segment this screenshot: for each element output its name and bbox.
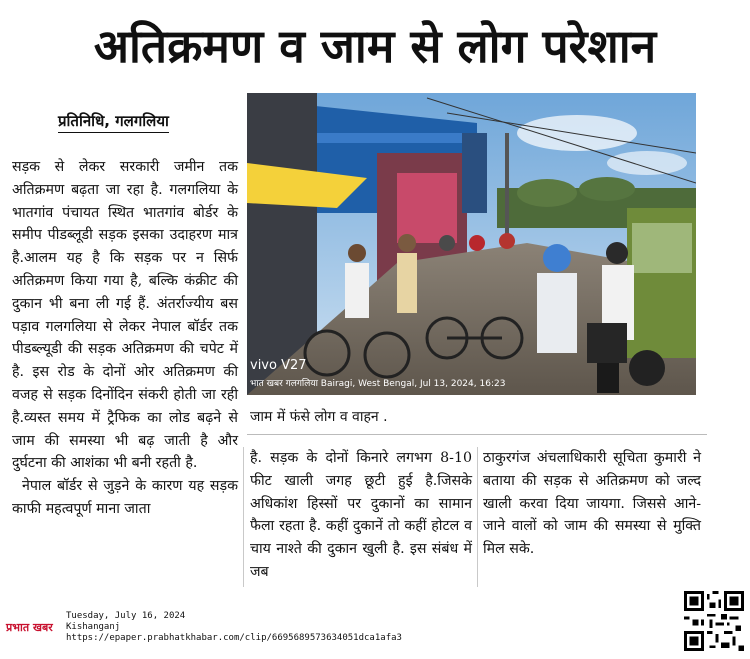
qr-code-icon[interactable] [684, 591, 744, 651]
photo-caption: जाम में फंसे लोग व वाहन . [250, 409, 388, 425]
footer-date: Tuesday, July 16, 2024 [66, 611, 186, 621]
column2-text: है. सड़क के दोनों किनारे लगभग 8-10 फीट खाली जगह छूटी हुई है.जिसके अधिकांश हिस्सों पर दुकानों का सामान फैला रहता है. कहीं दुकानें तो कहीं होटल व चाय नाश्ते की दुकान खुली है. इस संबंध में जब [250, 450, 472, 580]
footer-url[interactable]: https://epaper.prabhatkhabar.com/clip/66956895736340​51dca1afa3 [66, 633, 402, 643]
article-column-2 [250, 447, 472, 584]
publisher-logo: प्रभात खबर [6, 621, 53, 634]
photo-watermark-device: vivo V27 [250, 358, 307, 373]
footer-info [66, 611, 402, 644]
photo-watermark-location: भात खबर गलगलिया Bairagi, West Bengal, Jul 13, 2024, 16:23 [250, 379, 506, 389]
caption-rule [247, 434, 707, 435]
column-divider [477, 447, 478, 587]
headline: अतिक्रमण व जाम से लोग परेशान [93, 19, 657, 73]
column1-paragraph-2: नेपाल बॉर्डर से जुड़ने के कारण यह सड़क काफी महत्वपूर्ण माना जाता [12, 478, 238, 517]
article-column-3 [483, 447, 701, 561]
street-traffic-photo [247, 93, 696, 395]
byline: प्रतिनिधि, गलगलिया [58, 111, 169, 133]
article-column-1 [12, 156, 238, 521]
column1-paragraph-1: सड़क से लेकर सरकारी जमीन तक अतिक्रमण बढ़ता जा रहा है. गलगलिया के भातगांव पंचायत स्थित भातगांव बोर्डर के समीप पीडब्लूडी सड़क इसका उदाहरण मात्र है.आलम यह है कि सड़क पर न सिर्फ अतिक्रमण किया गया है, बल्कि कंक्रीट की दुकान भी बना ली गई हैं. अंतर्राज्यीय बस पड़ाव गलगलिया से लेकर नेपाल बॉर्डर तक पीडब्ल्यूडी की सड़क अतिक्रमण की चपेट में है. इस रोड के दोनों ओर अतिक्रमण की वजह से सड़क दिनोंदिन संकरी होती जा रही है.व्यस्त समय में ट्रैफिक का लोड बढ़ने से जाम की समस्या भी बढ़ जाती है और दुर्घटना की आशंका भी बनी रहती है. [12, 159, 238, 472]
footer-edition: Kishanganj [66, 622, 121, 632]
news-photo [247, 93, 696, 395]
column-divider [243, 447, 244, 587]
column3-text: ठाकुरगंज अंचलाधिकारी सूचिता कुमारी ने बताया की सड़क से अतिक्रमण को जल्द खाली करवा दिया जायगा. जिससे आने-जाने वालों को जाम की समस्या से मुक्ति मिल सके. [483, 450, 701, 558]
